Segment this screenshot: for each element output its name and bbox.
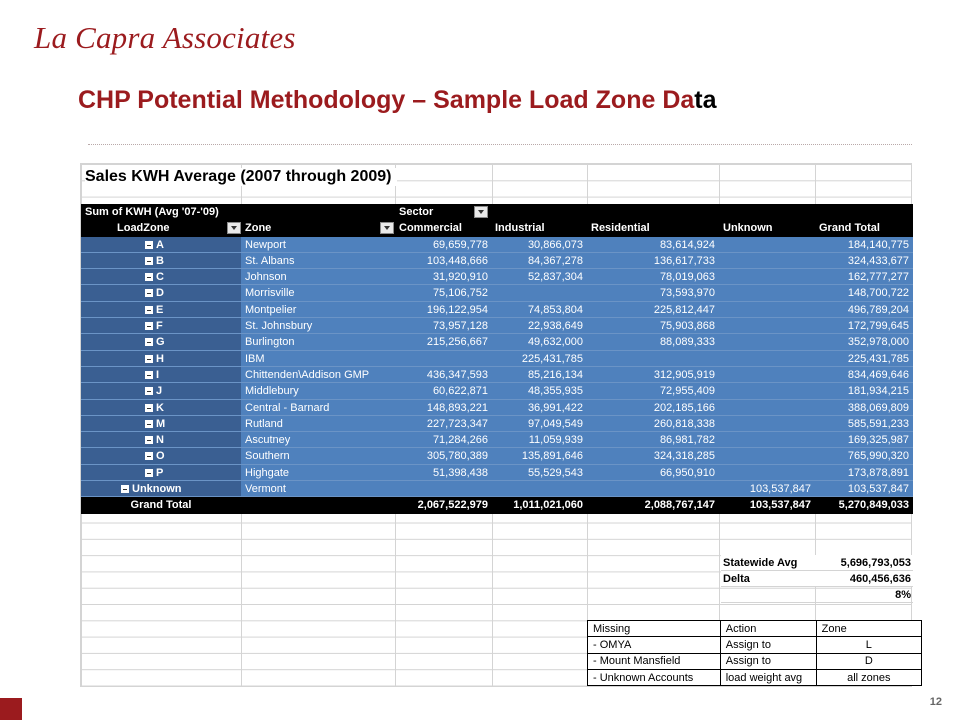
loadzone-label: A (156, 238, 164, 251)
missing-action: Assign to (720, 653, 816, 669)
industrial-cell: 49,632,000 (527, 336, 583, 349)
residential-cell: 83,614,924 (659, 238, 715, 251)
grand-total-cell: 172,799,645 (847, 320, 909, 333)
commercial-cell (395, 351, 492, 366)
loadzone-label: M (156, 417, 166, 430)
unknown-cell (719, 351, 815, 366)
spreadsheet (80, 163, 912, 687)
grand-total-cell: 834,469,646 (847, 368, 909, 381)
industrial-cell: 135,891,646 (521, 450, 583, 463)
loadzone-cell (81, 465, 241, 480)
missing-table-header (588, 621, 922, 637)
loadzone-label: E (156, 303, 164, 316)
table-row (81, 351, 913, 367)
industrial-cell (492, 481, 587, 496)
commercial-cell: 75,106,752 (432, 287, 488, 300)
commercial-cell: 436,347,593 (426, 368, 488, 381)
loadzone-cell (81, 481, 241, 496)
total-unknown: 103,537,847 (749, 499, 811, 512)
table-row (81, 481, 913, 497)
unknown-cell (719, 448, 815, 463)
industrial-cell: 30,866,073 (527, 238, 583, 251)
unknown-cell (719, 465, 815, 480)
zone-cell: Vermont (245, 483, 286, 496)
industrial-cell: 11,059,939 (528, 434, 583, 447)
commercial-cell: 227,723,347 (426, 417, 488, 430)
header-zone: Zone (245, 222, 272, 235)
table-row (81, 416, 913, 432)
unknown-cell: 103,537,847 (749, 483, 811, 496)
collapse-icon[interactable] (145, 469, 153, 477)
corner-accent (0, 698, 22, 720)
missing-action: load weight avg (720, 669, 816, 685)
residential-cell: 324,318,285 (653, 450, 715, 463)
page-number: 12 (929, 696, 942, 708)
industrial-cell: 74,853,804 (527, 303, 583, 316)
zone-cell: Newport (245, 238, 286, 251)
loadzone-label: P (156, 466, 164, 479)
missing-zone: D (816, 653, 921, 669)
missing-zone: all zones (816, 669, 921, 685)
title-divider (88, 144, 912, 145)
residential-cell: 78,019,063 (659, 271, 715, 284)
loadzone-cell (81, 432, 241, 447)
loadzone-cell (81, 253, 241, 268)
zone-cell: Montpelier (245, 303, 297, 316)
grand-total-cell: 103,537,847 (847, 483, 909, 496)
loadzone-label: K (156, 401, 164, 414)
table-row (588, 669, 922, 685)
commercial-cell (395, 481, 492, 496)
residential-cell: 136,617,733 (653, 254, 715, 267)
collapse-icon[interactable] (145, 371, 153, 379)
table-row (81, 318, 913, 334)
unknown-cell (719, 237, 815, 252)
collapse-icon[interactable] (145, 289, 153, 297)
loadzone-label: O (156, 450, 165, 463)
commercial-cell: 71,284,266 (432, 434, 488, 447)
loadzone-label: H (156, 352, 164, 365)
zone-cell: St. Johnsbury (245, 320, 313, 333)
unknown-cell (719, 432, 815, 447)
loadzone-cell (81, 318, 241, 333)
zone-cell: IBM (245, 352, 265, 365)
unknown-cell (719, 253, 815, 268)
delta-label: Delta (723, 573, 750, 585)
unknown-cell (719, 302, 815, 317)
zone-cell: Chittenden\Addison GMP (245, 368, 370, 381)
residential-cell: 88,089,333 (659, 336, 715, 349)
pivot-header-row-1 (81, 204, 913, 220)
missing-item: - Mount Mansfield (588, 653, 721, 669)
residential-cell: 202,185,166 (653, 401, 715, 414)
collapse-icon[interactable] (145, 404, 153, 412)
residential-cell: 260,818,338 (653, 417, 715, 430)
commercial-cell: 31,920,910 (432, 271, 488, 284)
industrial-cell: 85,216,134 (527, 368, 583, 381)
pivot-header-row-2 (81, 220, 913, 236)
pivot-table (81, 204, 913, 514)
grand-total-cell: 173,878,891 (847, 466, 909, 479)
header-industrial: Industrial (495, 222, 545, 235)
industrial-cell (492, 285, 587, 300)
collapse-icon[interactable] (145, 436, 153, 444)
sector-filter-icon[interactable] (474, 206, 488, 218)
missing-header: Missing (588, 621, 721, 637)
residential-cell (587, 351, 719, 366)
residential-cell: 72,955,409 (659, 385, 715, 398)
loadzone-cell (81, 237, 241, 252)
delta-value: 460,456,636 (849, 573, 911, 585)
unknown-cell (719, 383, 815, 398)
loadzone-cell (81, 400, 241, 415)
unknown-cell (719, 285, 815, 300)
zone-cell: St. Albans (245, 254, 295, 267)
industrial-cell: 84,367,278 (527, 254, 583, 267)
company-logo: La Capra Associates (34, 20, 296, 55)
grand-total-cell: 225,431,785 (847, 352, 909, 365)
industrial-cell: 52,837,304 (527, 271, 583, 284)
table-row (81, 383, 913, 399)
grand-total-cell: 585,591,233 (847, 417, 909, 430)
commercial-cell: 69,659,778 (432, 238, 488, 251)
commercial-cell: 103,448,666 (426, 254, 488, 267)
total-residential: 2,088,767,147 (644, 499, 715, 512)
missing-action: Assign to (720, 637, 816, 653)
unknown-cell (719, 416, 815, 431)
table-row (81, 334, 913, 350)
commercial-cell: 215,256,667 (426, 336, 488, 349)
loadzone-cell (81, 367, 241, 382)
zone-cell: Rutland (245, 417, 283, 430)
grand-total-cell: 352,978,000 (847, 336, 909, 349)
loadzone-cell (81, 334, 241, 349)
header-residential: Residential (591, 222, 650, 235)
loadzone-cell (81, 269, 241, 284)
industrial-cell: 97,049,549 (527, 417, 583, 430)
zone-cell: Central - Barnard (245, 401, 330, 414)
loadzone-cell (81, 448, 241, 463)
industrial-cell: 36,991,422 (527, 401, 583, 414)
slide-title (78, 86, 717, 115)
delta-row (721, 571, 913, 587)
commercial-cell: 196,122,954 (426, 303, 488, 316)
collapse-icon[interactable] (145, 257, 153, 265)
table-row (81, 400, 913, 416)
missing-item: - Unknown Accounts (588, 669, 721, 685)
table-row (81, 302, 913, 318)
unknown-cell (719, 269, 815, 284)
residential-cell: 312,905,919 (653, 368, 715, 381)
table-row (588, 637, 922, 653)
loadzone-label: Unknown (132, 483, 182, 496)
commercial-cell: 305,780,389 (426, 450, 488, 463)
grand-total-cell: 324,433,677 (847, 254, 909, 267)
statewide-row (721, 555, 913, 571)
residential-cell: 66,950,910 (659, 466, 715, 479)
total-industrial: 1,011,021,060 (513, 499, 583, 512)
collapse-icon[interactable] (121, 485, 129, 493)
zone-header: Zone (816, 621, 921, 637)
loadzone-label: J (156, 385, 163, 398)
commercial-cell: 148,893,221 (426, 401, 488, 414)
loadzone-label: G (156, 336, 165, 349)
percent-row (721, 587, 913, 603)
table-row (588, 653, 922, 669)
commercial-cell: 73,957,128 (432, 320, 488, 333)
industrial-cell: 48,355,935 (527, 385, 583, 398)
loadzone-cell (81, 416, 241, 431)
unknown-cell (719, 334, 815, 349)
collapse-icon[interactable] (145, 420, 153, 428)
header-grand-total: Grand Total (819, 222, 880, 235)
grand-total-row (81, 497, 913, 513)
collapse-icon[interactable] (145, 306, 153, 314)
table-row (81, 465, 913, 481)
loadzone-label: C (156, 271, 164, 284)
commercial-cell: 60,622,871 (432, 385, 488, 398)
loadzone-label: F (156, 320, 163, 333)
table-row (81, 253, 913, 269)
header-commercial: Commercial (399, 222, 462, 235)
total-grand-total: 5,270,849,033 (838, 499, 909, 512)
loadzone-filter-icon[interactable] (227, 222, 241, 234)
zone-cell: Ascutney (245, 434, 291, 447)
collapse-icon[interactable] (145, 338, 153, 346)
collapse-icon[interactable] (145, 241, 153, 249)
table-row (81, 237, 913, 253)
statewide-avg-label: Statewide Avg (723, 557, 798, 569)
collapse-icon[interactable] (145, 355, 153, 363)
grand-total-cell: 765,990,320 (847, 450, 909, 463)
industrial-cell: 55,529,543 (527, 466, 583, 479)
zone-cell: Southern (245, 450, 290, 463)
residential-cell (587, 481, 719, 496)
sheet-title: Sales KWH Average (2007 through 2009) (85, 168, 397, 186)
table-row (81, 285, 913, 301)
total-commercial: 2,067,522,979 (417, 499, 488, 512)
industrial-cell: 22,938,649 (527, 320, 583, 333)
pivot-body (81, 237, 913, 498)
zone-cell: Highgate (245, 466, 290, 479)
header-unknown: Unknown (723, 222, 773, 235)
grand-total-cell: 148,700,722 (847, 287, 909, 300)
table-row (81, 367, 913, 383)
zone-filter-icon[interactable] (380, 222, 394, 234)
loadzone-label: B (156, 254, 164, 267)
table-row (81, 432, 913, 448)
missing-zones-table (587, 620, 922, 686)
grand-total-label: Grand Total (130, 499, 192, 512)
unknown-cell (719, 400, 815, 415)
loadzone-cell (81, 302, 241, 317)
commercial-cell: 51,398,438 (432, 466, 488, 479)
grand-total-cell: 496,789,204 (847, 303, 909, 316)
collapse-icon[interactable] (145, 322, 153, 330)
collapse-icon[interactable] (145, 273, 153, 281)
statewide-avg-value: 5,696,793,053 (840, 557, 911, 569)
residential-cell: 73,593,970 (659, 287, 715, 300)
grand-total-cell: 184,140,775 (847, 238, 909, 251)
residential-cell: 225,812,447 (653, 303, 715, 316)
zone-cell: Middlebury (245, 385, 299, 398)
loadzone-cell (81, 383, 241, 398)
zone-cell: Burlington (245, 336, 295, 349)
collapse-icon[interactable] (145, 452, 153, 460)
loadzone-label: D (156, 287, 164, 300)
pivot-value-field: Sum of KWH (Avg '07-'09) (85, 206, 219, 218)
action-header: Action (720, 621, 816, 637)
loadzone-label: N (156, 434, 164, 447)
table-row (81, 269, 913, 285)
slide-title-main: CHP Potential Methodology – Sample Load Zone Da (78, 86, 695, 114)
sector-field-label: Sector (399, 206, 434, 218)
collapse-icon[interactable] (145, 387, 153, 395)
zone-cell: Johnson (245, 271, 287, 284)
residential-cell: 86,981,782 (659, 434, 715, 447)
delta-percent: 8% (895, 589, 911, 601)
residential-cell: 75,903,868 (659, 320, 715, 333)
loadzone-cell (81, 285, 241, 300)
zone-cell: Morrisville (245, 287, 295, 300)
loadzone-label: I (156, 368, 160, 381)
grand-total-cell: 169,325,987 (847, 434, 909, 447)
grand-total-cell: 388,069,809 (847, 401, 909, 414)
industrial-cell: 225,431,785 (521, 352, 583, 365)
grand-total-cell: 162,777,277 (847, 271, 909, 284)
unknown-cell (719, 318, 815, 333)
missing-item: - OMYA (588, 637, 721, 653)
unknown-cell (719, 367, 815, 382)
header-loadzone: LoadZone (117, 222, 170, 235)
grand-total-cell: 181,934,215 (847, 385, 909, 398)
table-row (81, 448, 913, 464)
slide-title-tail: ta (694, 86, 717, 114)
loadzone-cell (81, 351, 241, 366)
missing-zone: L (816, 637, 921, 653)
